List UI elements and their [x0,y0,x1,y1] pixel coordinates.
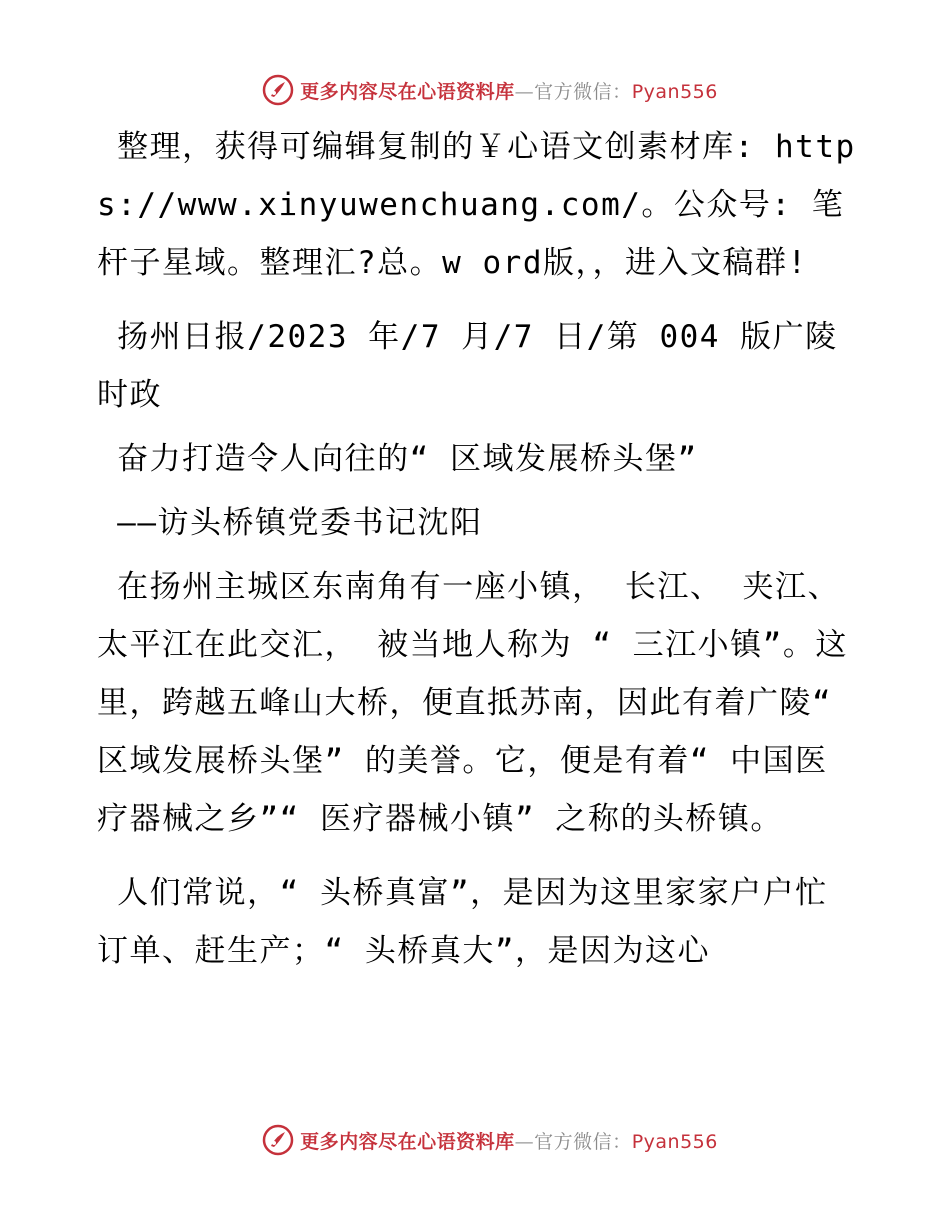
intro-paragraph: 整理，获得可编辑复制的￥心语文创素材库: https://www.xinyuwenchuang.com/。公众号: 笔杆子星域。整理汇?总。w ord版，，进入文稿群! [97,129,856,281]
article-title: 奋力打造令人向往的“ 区域发展桥头堡” [97,441,698,477]
source-line: 扬州日报/2023 年/7 月/7 日/第 004 版广陵时政 [97,319,838,413]
brush-logo-icon [262,74,294,106]
watermark-text: 更多内容尽在心语资料库—官方微信：Pyan556 [300,1130,718,1153]
body-paragraph: 在扬州主城区东南角有一座小镇， 长江、 夹江、 太平江在此交汇， 被当地人称为 “ 三江小镇”。这里，跨越五峰山大桥，便直抵苏南，因此有着广陵“ 区域发展桥头堡” 的美誉。它，便是有着“ 中国医疗器械之乡”“ 医疗器械小镇” 之称的头桥镇。 [97,569,861,837]
body-paragraph: 人们常说，“ 头桥真富”，是因为这里家家户户忙订单、赶生产；“ 头桥真大”，是因为这心 [97,875,828,969]
header-watermark [0,70,950,110]
article-subtitle: ——访头桥镇党委书记沈阳 [97,505,483,541]
footer-watermark [0,1120,950,1160]
article-body [97,118,861,996]
brush-logo-icon [262,1124,294,1156]
watermark-text: 更多内容尽在心语资料库—官方微信：Pyan556 [300,80,718,103]
